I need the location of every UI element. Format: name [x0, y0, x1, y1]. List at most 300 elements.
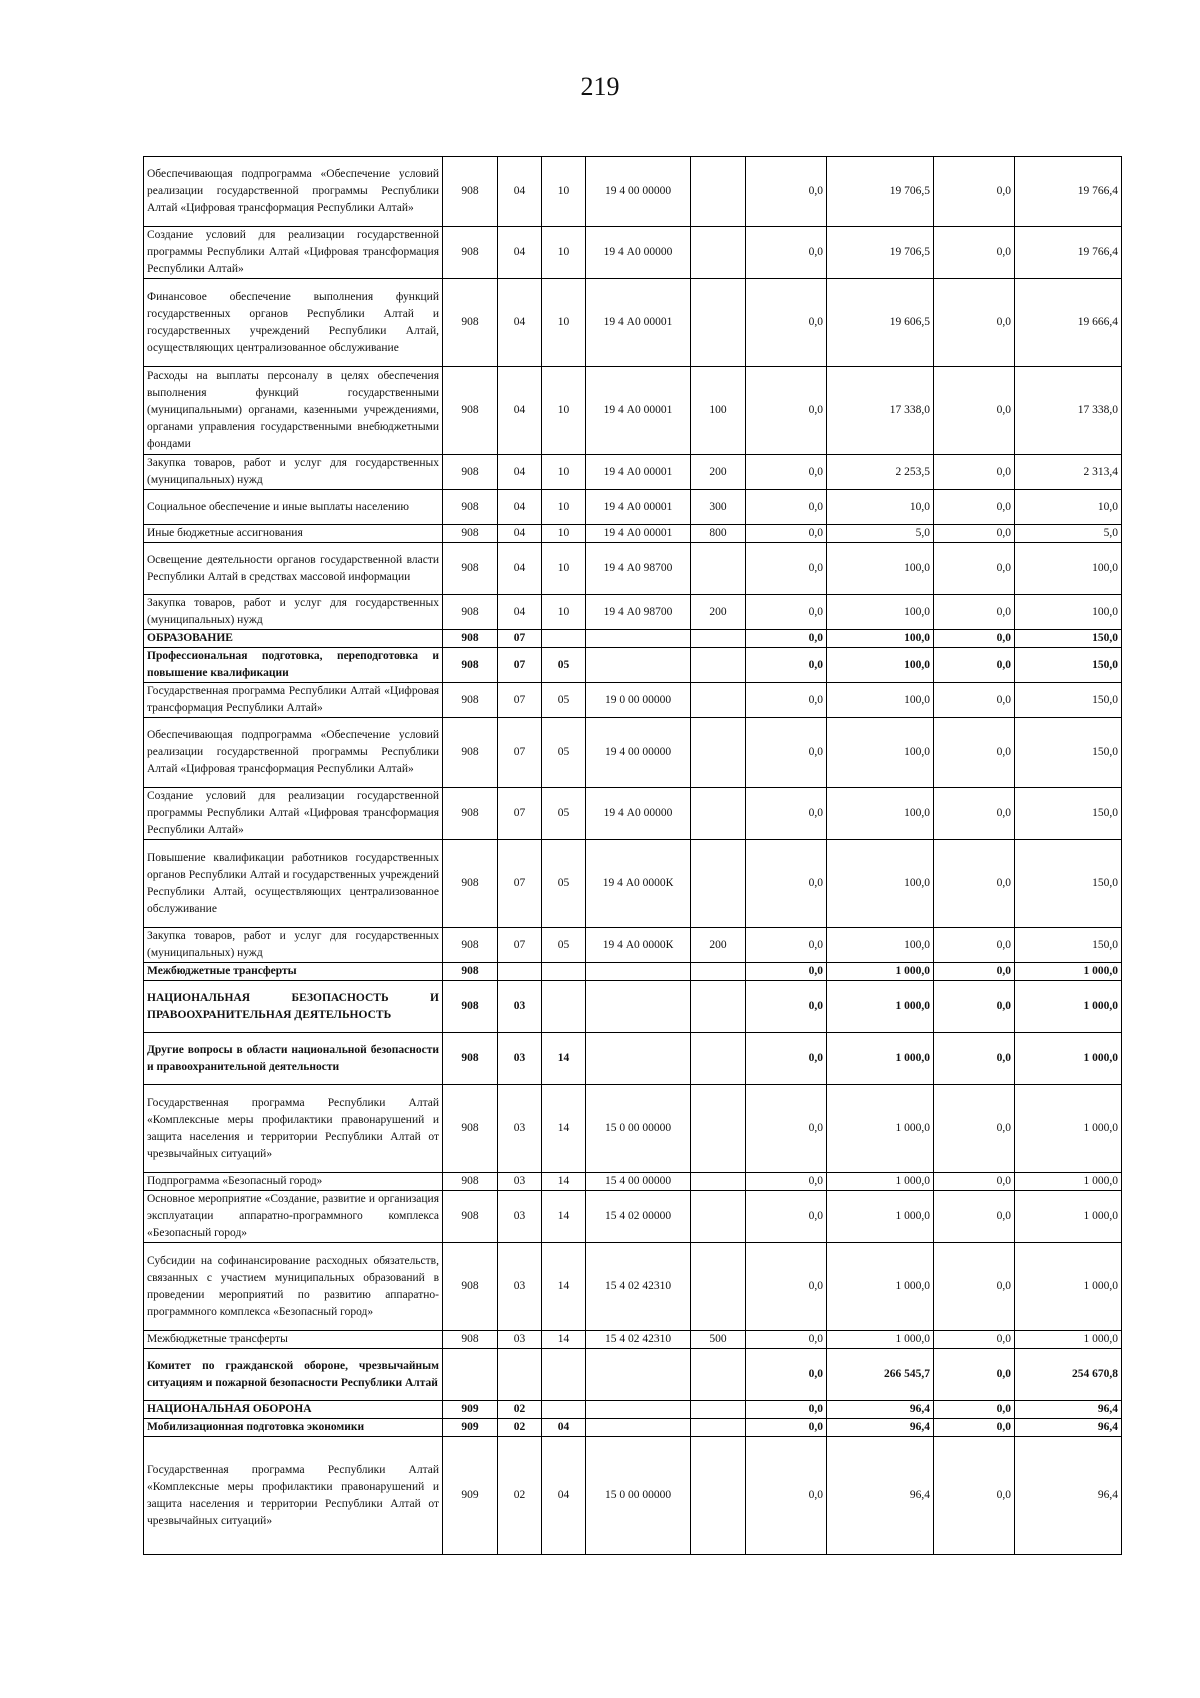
table-row: [144, 367, 1122, 455]
cell-sum-4: 100,0: [1015, 595, 1122, 630]
cell-subsection-code: 10: [542, 279, 586, 367]
cell-subsection-code: [542, 963, 586, 981]
cell-section-code: 04: [498, 543, 542, 595]
cell-name: Профессиональная подготовка, переподготовка и повышение квалификации: [144, 648, 443, 683]
cell-sum-2: 19 706,5: [827, 227, 934, 279]
cell-expense-type: 300: [691, 490, 746, 525]
cell-sum-4: 1 000,0: [1015, 1191, 1122, 1243]
cell-admin-code: 908: [443, 490, 498, 525]
cell-sum-4: 19 766,4: [1015, 227, 1122, 279]
cell-sum-1: 0,0: [746, 1085, 827, 1173]
cell-target-article: 19 4 А0 0000К: [586, 928, 691, 963]
cell-section-code: 04: [498, 455, 542, 490]
cell-admin-code: 908: [443, 1085, 498, 1173]
cell-sum-1: 0,0: [746, 543, 827, 595]
cell-section-code: 02: [498, 1437, 542, 1555]
cell-section-code: 03: [498, 1331, 542, 1349]
cell-sum-2: 1 000,0: [827, 1191, 934, 1243]
cell-section-code: 04: [498, 367, 542, 455]
cell-admin-code: 908: [443, 1243, 498, 1331]
cell-section-code: [498, 1349, 542, 1401]
cell-section-code: 03: [498, 1173, 542, 1191]
table-row: [144, 543, 1122, 595]
cell-section-code: 03: [498, 981, 542, 1033]
cell-name: Другие вопросы в области национальной безопасности и правоохранительной деятельности: [144, 1033, 443, 1085]
cell-sum-4: 96,4: [1015, 1419, 1122, 1437]
cell-admin-code: 909: [443, 1437, 498, 1555]
cell-name: НАЦИОНАЛЬНАЯ ОБОРОНА: [144, 1401, 443, 1419]
table-row: [144, 157, 1122, 227]
cell-subsection-code: 10: [542, 543, 586, 595]
cell-sum-2: 1 000,0: [827, 1331, 934, 1349]
cell-sum-3: 0,0: [934, 1437, 1015, 1555]
cell-sum-3: 0,0: [934, 525, 1015, 543]
table-row: [144, 455, 1122, 490]
cell-sum-3: 0,0: [934, 1419, 1015, 1437]
cell-name: Обеспечивающая подпрограмма «Обеспечение условий реализации государственной программы Республики Алтай «Цифровая трансформация Республики Алтай»: [144, 718, 443, 788]
cell-subsection-code: 05: [542, 788, 586, 840]
cell-sum-4: 1 000,0: [1015, 1173, 1122, 1191]
cell-sum-4: 1 000,0: [1015, 1331, 1122, 1349]
table-row: [144, 1331, 1122, 1349]
cell-sum-4: 150,0: [1015, 630, 1122, 648]
cell-sum-1: 0,0: [746, 367, 827, 455]
cell-sum-2: 19 606,5: [827, 279, 934, 367]
cell-subsection-code: 05: [542, 928, 586, 963]
cell-sum-4: 254 670,8: [1015, 1349, 1122, 1401]
cell-sum-4: 1 000,0: [1015, 963, 1122, 981]
cell-expense-type: [691, 227, 746, 279]
cell-sum-3: 0,0: [934, 788, 1015, 840]
cell-sum-1: 0,0: [746, 227, 827, 279]
cell-subsection-code: 10: [542, 367, 586, 455]
cell-admin-code: 908: [443, 840, 498, 928]
cell-admin-code: 908: [443, 630, 498, 648]
table-row: [144, 788, 1122, 840]
cell-sum-1: 0,0: [746, 1401, 827, 1419]
cell-admin-code: 908: [443, 1033, 498, 1085]
cell-admin-code: 909: [443, 1401, 498, 1419]
cell-subsection-code: [542, 1349, 586, 1401]
cell-target-article: [586, 963, 691, 981]
cell-subsection-code: 05: [542, 718, 586, 788]
cell-subsection-code: 10: [542, 525, 586, 543]
cell-sum-4: 100,0: [1015, 543, 1122, 595]
cell-sum-3: 0,0: [934, 1243, 1015, 1331]
cell-target-article: 19 4 00 00000: [586, 718, 691, 788]
cell-target-article: 19 4 А0 98700: [586, 543, 691, 595]
cell-name: Субсидии на софинансирование расходных обязательств, связанных с участием муниципальных образований в проведении мероприятий по развитию аппаратно-программного комплекса «Безопасный город»: [144, 1243, 443, 1331]
cell-sum-1: 0,0: [746, 981, 827, 1033]
cell-subsection-code: 10: [542, 157, 586, 227]
cell-target-article: [586, 981, 691, 1033]
cell-sum-1: 0,0: [746, 1173, 827, 1191]
cell-sum-2: 1 000,0: [827, 1243, 934, 1331]
cell-section-code: 04: [498, 595, 542, 630]
cell-name: Обеспечивающая подпрограмма «Обеспечение условий реализации государственной программы Республики Алтай «Цифровая трансформация Республики Алтай»: [144, 157, 443, 227]
cell-sum-2: 100,0: [827, 683, 934, 718]
cell-expense-type: 100: [691, 367, 746, 455]
cell-sum-4: 150,0: [1015, 718, 1122, 788]
cell-target-article: 15 4 02 42310: [586, 1331, 691, 1349]
cell-expense-type: [691, 1419, 746, 1437]
cell-sum-4: 150,0: [1015, 683, 1122, 718]
cell-section-code: 07: [498, 788, 542, 840]
cell-target-article: 15 4 00 00000: [586, 1173, 691, 1191]
cell-subsection-code: 14: [542, 1191, 586, 1243]
cell-section-code: 07: [498, 718, 542, 788]
cell-name: Государственная программа Республики Алтай «Цифровая трансформация Республики Алтай»: [144, 683, 443, 718]
cell-sum-2: 1 000,0: [827, 1085, 934, 1173]
cell-sum-4: 17 338,0: [1015, 367, 1122, 455]
cell-expense-type: [691, 1437, 746, 1555]
cell-target-article: 19 4 А0 0000К: [586, 840, 691, 928]
cell-sum-2: 10,0: [827, 490, 934, 525]
cell-target-article: 19 4 А0 00000: [586, 788, 691, 840]
cell-section-code: 07: [498, 648, 542, 683]
cell-name: Социальное обеспечение и иные выплаты населению: [144, 490, 443, 525]
table-row: [144, 630, 1122, 648]
cell-target-article: 15 0 00 00000: [586, 1437, 691, 1555]
cell-sum-4: 2 313,4: [1015, 455, 1122, 490]
cell-admin-code: 908: [443, 595, 498, 630]
cell-sum-1: 0,0: [746, 157, 827, 227]
cell-sum-1: 0,0: [746, 718, 827, 788]
cell-expense-type: [691, 543, 746, 595]
cell-sum-3: 0,0: [934, 455, 1015, 490]
cell-name: ОБРАЗОВАНИЕ: [144, 630, 443, 648]
table-row: [144, 648, 1122, 683]
cell-sum-2: 1 000,0: [827, 1173, 934, 1191]
cell-admin-code: 908: [443, 367, 498, 455]
cell-sum-3: 0,0: [934, 840, 1015, 928]
cell-subsection-code: 05: [542, 840, 586, 928]
cell-sum-3: 0,0: [934, 1349, 1015, 1401]
cell-sum-2: 100,0: [827, 543, 934, 595]
cell-target-article: [586, 1419, 691, 1437]
table-row: [144, 595, 1122, 630]
cell-section-code: [498, 963, 542, 981]
cell-sum-3: 0,0: [934, 1331, 1015, 1349]
cell-section-code: 04: [498, 525, 542, 543]
cell-name: Комитет по гражданской обороне, чрезвычайным ситуациям и пожарной безопасности Республики Алтай: [144, 1349, 443, 1401]
cell-sum-2: 96,4: [827, 1437, 934, 1555]
cell-subsection-code: 14: [542, 1085, 586, 1173]
cell-section-code: 04: [498, 279, 542, 367]
cell-admin-code: 908: [443, 279, 498, 367]
cell-sum-4: 1 000,0: [1015, 1085, 1122, 1173]
cell-section-code: 07: [498, 630, 542, 648]
table-row: [144, 840, 1122, 928]
cell-target-article: [586, 1401, 691, 1419]
cell-sum-2: 266 545,7: [827, 1349, 934, 1401]
cell-sum-3: 0,0: [934, 1191, 1015, 1243]
cell-name: Освещение деятельности органов государственной власти Республики Алтай в средствах массовой информации: [144, 543, 443, 595]
cell-name: Государственная программа Республики Алтай «Комплексные меры профилактики правонарушений и защита населения и территории Республики Алтай от чрезвычайных ситуаций»: [144, 1085, 443, 1173]
cell-sum-3: 0,0: [934, 981, 1015, 1033]
cell-sum-4: 150,0: [1015, 788, 1122, 840]
table-row: [144, 1401, 1122, 1419]
cell-expense-type: [691, 1033, 746, 1085]
cell-section-code: 07: [498, 840, 542, 928]
cell-admin-code: 908: [443, 981, 498, 1033]
cell-sum-4: 1 000,0: [1015, 1243, 1122, 1331]
cell-admin-code: 908: [443, 1173, 498, 1191]
cell-subsection-code: 10: [542, 595, 586, 630]
cell-admin-code: 908: [443, 928, 498, 963]
cell-expense-type: [691, 279, 746, 367]
cell-sum-1: 0,0: [746, 595, 827, 630]
cell-expense-type: [691, 981, 746, 1033]
cell-name: НАЦИОНАЛЬНАЯ БЕЗОПАСНОСТЬ И ПРАВООХРАНИТЕЛЬНАЯ ДЕЯТЕЛЬНОСТЬ: [144, 981, 443, 1033]
cell-sum-2: 96,4: [827, 1401, 934, 1419]
cell-sum-2: 19 706,5: [827, 157, 934, 227]
cell-sum-1: 0,0: [746, 1331, 827, 1349]
cell-subsection-code: [542, 981, 586, 1033]
cell-sum-4: 96,4: [1015, 1401, 1122, 1419]
table-row: [144, 1191, 1122, 1243]
table-row: [144, 928, 1122, 963]
cell-sum-4: 150,0: [1015, 928, 1122, 963]
table-row: [144, 490, 1122, 525]
cell-section-code: 03: [498, 1033, 542, 1085]
cell-expense-type: [691, 683, 746, 718]
cell-subsection-code: 10: [542, 490, 586, 525]
cell-target-article: 19 4 А0 00001: [586, 279, 691, 367]
cell-sum-2: 5,0: [827, 525, 934, 543]
cell-target-article: [586, 1349, 691, 1401]
cell-name: Государственная программа Республики Алтай «Комплексные меры профилактики правонарушений и защита населения и территории Республики Алтай от чрезвычайных ситуаций»: [144, 1437, 443, 1555]
cell-sum-1: 0,0: [746, 1033, 827, 1085]
cell-section-code: 04: [498, 490, 542, 525]
cell-admin-code: 908: [443, 1191, 498, 1243]
cell-subsection-code: 10: [542, 455, 586, 490]
table-row: [144, 963, 1122, 981]
table-row: [144, 279, 1122, 367]
cell-target-article: 19 4 А0 98700: [586, 595, 691, 630]
cell-target-article: [586, 648, 691, 683]
cell-target-article: 19 0 00 00000: [586, 683, 691, 718]
cell-sum-3: 0,0: [934, 595, 1015, 630]
cell-admin-code: 908: [443, 1331, 498, 1349]
cell-sum-1: 0,0: [746, 490, 827, 525]
cell-sum-3: 0,0: [934, 648, 1015, 683]
cell-subsection-code: 14: [542, 1331, 586, 1349]
cell-sum-2: 100,0: [827, 718, 934, 788]
cell-sum-3: 0,0: [934, 1033, 1015, 1085]
cell-sum-2: 1 000,0: [827, 1033, 934, 1085]
cell-name: Закупка товаров, работ и услуг для государственных (муниципальных) нужд: [144, 928, 443, 963]
cell-sum-2: 100,0: [827, 648, 934, 683]
cell-sum-1: 0,0: [746, 525, 827, 543]
cell-admin-code: [443, 1349, 498, 1401]
table-row: [144, 227, 1122, 279]
cell-sum-2: 100,0: [827, 630, 934, 648]
cell-sum-4: 19 766,4: [1015, 157, 1122, 227]
cell-admin-code: 908: [443, 455, 498, 490]
cell-section-code: 03: [498, 1085, 542, 1173]
cell-sum-2: 100,0: [827, 928, 934, 963]
table-row: [144, 683, 1122, 718]
cell-subsection-code: 14: [542, 1243, 586, 1331]
cell-section-code: 02: [498, 1419, 542, 1437]
cell-target-article: 19 4 А0 00001: [586, 367, 691, 455]
cell-sum-3: 0,0: [934, 630, 1015, 648]
cell-admin-code: 909: [443, 1419, 498, 1437]
cell-sum-4: 1 000,0: [1015, 1033, 1122, 1085]
cell-sum-4: 10,0: [1015, 490, 1122, 525]
cell-name: Иные бюджетные ассигнования: [144, 525, 443, 543]
cell-admin-code: 908: [443, 525, 498, 543]
cell-expense-type: [691, 648, 746, 683]
table-body: [144, 157, 1122, 1555]
cell-sum-1: 0,0: [746, 1191, 827, 1243]
cell-expense-type: [691, 1085, 746, 1173]
cell-subsection-code: 14: [542, 1173, 586, 1191]
cell-sum-2: 1 000,0: [827, 963, 934, 981]
cell-admin-code: 908: [443, 718, 498, 788]
cell-admin-code: 908: [443, 788, 498, 840]
cell-name: Расходы на выплаты персоналу в целях обеспечения выполнения функций государственными (муниципальными) органами, казенными учреждениями, органами управления государственными внебюджетными фондами: [144, 367, 443, 455]
cell-target-article: 19 4 А0 00001: [586, 525, 691, 543]
table-row: [144, 1419, 1122, 1437]
cell-sum-4: 150,0: [1015, 648, 1122, 683]
cell-sum-2: 17 338,0: [827, 367, 934, 455]
cell-target-article: 15 4 02 42310: [586, 1243, 691, 1331]
cell-name: Межбюджетные трансферты: [144, 963, 443, 981]
cell-sum-1: 0,0: [746, 1243, 827, 1331]
cell-target-article: [586, 630, 691, 648]
cell-expense-type: 800: [691, 525, 746, 543]
cell-sum-1: 0,0: [746, 630, 827, 648]
cell-sum-1: 0,0: [746, 928, 827, 963]
table-row: [144, 525, 1122, 543]
cell-name: Подпрограмма «Безопасный город»: [144, 1173, 443, 1191]
cell-expense-type: 200: [691, 595, 746, 630]
cell-target-article: 15 4 02 00000: [586, 1191, 691, 1243]
cell-sum-4: 1 000,0: [1015, 981, 1122, 1033]
cell-expense-type: [691, 157, 746, 227]
cell-sum-1: 0,0: [746, 1437, 827, 1555]
cell-sum-2: 100,0: [827, 840, 934, 928]
cell-subsection-code: 10: [542, 227, 586, 279]
cell-sum-1: 0,0: [746, 683, 827, 718]
cell-sum-1: 0,0: [746, 840, 827, 928]
cell-target-article: 15 0 00 00000: [586, 1085, 691, 1173]
budget-table: [143, 156, 1122, 1555]
cell-sum-1: 0,0: [746, 788, 827, 840]
cell-sum-1: 0,0: [746, 963, 827, 981]
cell-name: Мобилизационная подготовка экономики: [144, 1419, 443, 1437]
cell-sum-4: 19 666,4: [1015, 279, 1122, 367]
cell-sum-3: 0,0: [934, 928, 1015, 963]
cell-section-code: 04: [498, 157, 542, 227]
cell-sum-4: 96,4: [1015, 1437, 1122, 1555]
cell-target-article: 19 4 А0 00001: [586, 490, 691, 525]
table-row: [144, 1173, 1122, 1191]
cell-sum-3: 0,0: [934, 157, 1015, 227]
cell-subsection-code: [542, 1401, 586, 1419]
cell-name: Основное мероприятие «Создание, развитие и организация эксплуатации аппаратно-программного комплекса «Безопасный город»: [144, 1191, 443, 1243]
cell-sum-3: 0,0: [934, 963, 1015, 981]
cell-target-article: 19 4 А0 00000: [586, 227, 691, 279]
cell-admin-code: 908: [443, 157, 498, 227]
cell-name: Межбюджетные трансферты: [144, 1331, 443, 1349]
cell-expense-type: [691, 840, 746, 928]
cell-expense-type: [691, 718, 746, 788]
table-row: [144, 1349, 1122, 1401]
cell-admin-code: 908: [443, 227, 498, 279]
cell-expense-type: [691, 1191, 746, 1243]
cell-sum-1: 0,0: [746, 455, 827, 490]
cell-section-code: 03: [498, 1243, 542, 1331]
cell-sum-3: 0,0: [934, 1173, 1015, 1191]
cell-subsection-code: 14: [542, 1033, 586, 1085]
cell-sum-2: 100,0: [827, 595, 934, 630]
cell-sum-4: 150,0: [1015, 840, 1122, 928]
cell-target-article: 19 4 00 00000: [586, 157, 691, 227]
cell-sum-1: 0,0: [746, 648, 827, 683]
cell-name: Создание условий для реализации государственной программы Республики Алтай «Цифровая трансформация Республики Алтай»: [144, 788, 443, 840]
cell-sum-4: 5,0: [1015, 525, 1122, 543]
cell-name: Закупка товаров, работ и услуг для государственных (муниципальных) нужд: [144, 455, 443, 490]
cell-section-code: 02: [498, 1401, 542, 1419]
table-row: [144, 981, 1122, 1033]
cell-subsection-code: 05: [542, 648, 586, 683]
table-row: [144, 1437, 1122, 1555]
cell-admin-code: 908: [443, 543, 498, 595]
cell-expense-type: [691, 1349, 746, 1401]
table-row: [144, 718, 1122, 788]
cell-sum-3: 0,0: [934, 279, 1015, 367]
cell-admin-code: 908: [443, 648, 498, 683]
cell-expense-type: 500: [691, 1331, 746, 1349]
page-number: 219: [580, 72, 620, 101]
cell-sum-3: 0,0: [934, 1085, 1015, 1173]
cell-section-code: 07: [498, 928, 542, 963]
cell-sum-1: 0,0: [746, 1349, 827, 1401]
cell-sum-3: 0,0: [934, 1401, 1015, 1419]
cell-name: Повышение квалификации работников государственных органов Республики Алтай и государственных учреждений Республики Алтай, осуществляющих централизованное обслуживание: [144, 840, 443, 928]
cell-name: Создание условий для реализации государственной программы Республики Алтай «Цифровая трансформация Республики Алтай»: [144, 227, 443, 279]
cell-expense-type: [691, 1401, 746, 1419]
cell-subsection-code: [542, 630, 586, 648]
cell-subsection-code: 04: [542, 1419, 586, 1437]
cell-sum-3: 0,0: [934, 683, 1015, 718]
cell-sum-3: 0,0: [934, 718, 1015, 788]
cell-expense-type: [691, 1173, 746, 1191]
cell-subsection-code: 04: [542, 1437, 586, 1555]
cell-subsection-code: 05: [542, 683, 586, 718]
cell-target-article: [586, 1033, 691, 1085]
cell-sum-2: 100,0: [827, 788, 934, 840]
table-row: [144, 1085, 1122, 1173]
cell-expense-type: [691, 963, 746, 981]
cell-expense-type: 200: [691, 455, 746, 490]
cell-target-article: 19 4 А0 00001: [586, 455, 691, 490]
cell-sum-1: 0,0: [746, 279, 827, 367]
cell-admin-code: 908: [443, 683, 498, 718]
cell-section-code: 04: [498, 227, 542, 279]
cell-name: Финансовое обеспечение выполнения функций государственных органов Республики Алтай и государственных учреждений Республики Алтай, осуществляющих централизованное обслуживание: [144, 279, 443, 367]
cell-sum-2: 1 000,0: [827, 981, 934, 1033]
cell-expense-type: [691, 788, 746, 840]
cell-sum-1: 0,0: [746, 1419, 827, 1437]
cell-sum-3: 0,0: [934, 367, 1015, 455]
table-row: [144, 1243, 1122, 1331]
cell-admin-code: 908: [443, 963, 498, 981]
cell-expense-type: 200: [691, 928, 746, 963]
